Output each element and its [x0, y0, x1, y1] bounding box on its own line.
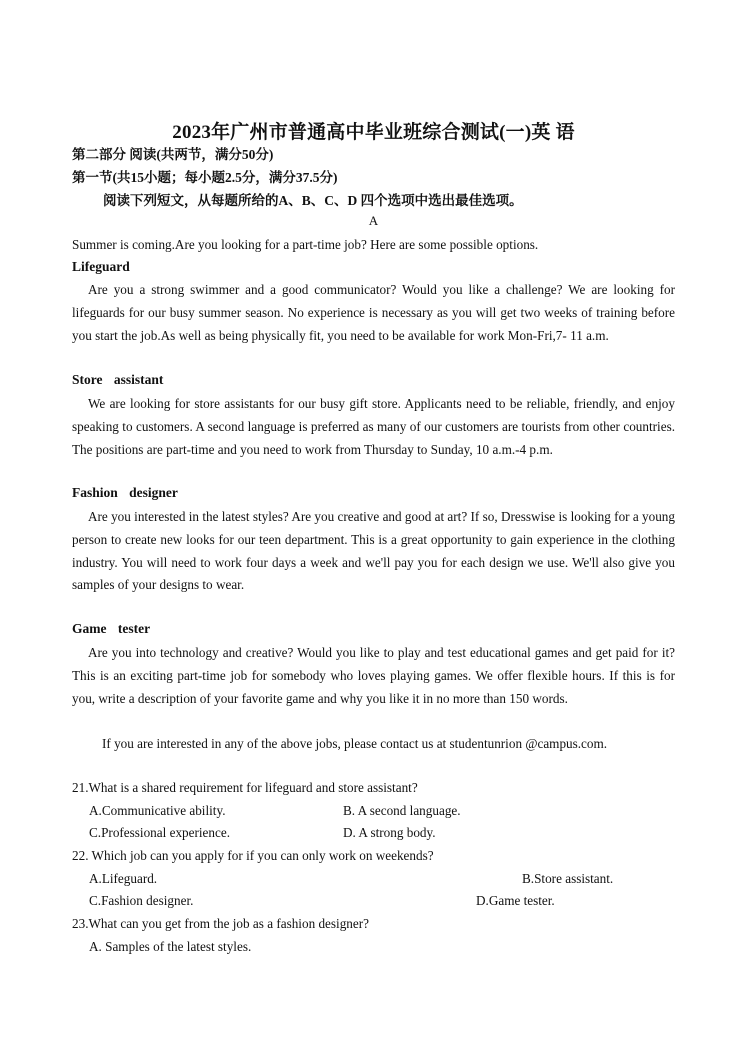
question-22-option-b: B.Store assistant.	[522, 871, 614, 886]
question-22-stem: 22. Which job can you apply for if you can only work on weekends?	[72, 848, 434, 863]
job-title-game-tester: Game tester	[72, 621, 151, 636]
question-22-option-d: D.Game tester.	[476, 893, 555, 908]
question-21-option-d: D. A strong body.	[343, 825, 436, 840]
job-text-store-assistant: We are looking for store assistants for our busy gift store. Applicants need to be reliable, friendly, and enjoy speaking to customers. A second language is preferred as many of our customers are tourists from other countries. The positions are part-time and you need to work from Thursday to Sunday, 10 a.m.-4 p.m.	[72, 396, 675, 457]
job-title-store-assistant: Store assistant	[72, 372, 164, 387]
subsection-heading: 第一节(共15小题；每小题2.5分，满分37.5分)	[72, 170, 338, 185]
instruction-text: 阅读下列短文，从每题所给的A、B、C、D 四个选项中选出最佳选项。	[103, 193, 523, 208]
job-text-fashion-designer: Are you interested in the latest styles? Are you creative and good at art? If so, Dresswise is looking for a young person to create new looks for our teen department. This is a great opportunity to gain experience in the clothing industry. You will need to work four days a week and we'll pay you for each design we use. We'll also give you samples of your designs to wear.	[72, 509, 675, 593]
contact-text: If you are interested in any of the above jobs, please contact us at studentunrion @campus.com.	[102, 736, 608, 751]
job-text-game-tester: Are you into technology and creative? Would you like to play and test educational games and get paid for it? This is an exciting part-time job for somebody who loves playing games. We offer flexible hours. If this is for you, write a description of your favorite game and why you like it in no more than 150 words.	[72, 645, 675, 706]
question-21-option-b: B. A second language.	[343, 803, 461, 818]
exam-title: 2023年广州市普通高中毕业班综合测试(一)英 语	[172, 122, 575, 143]
job-title-fashion-designer: Fashion designer	[72, 485, 178, 500]
job-text-lifeguard: Are you a strong swimmer and a good communicator? Would you like a challenge? We are looking for lifeguards for our busy summer season. No experience is necessary as you will get two weeks of training before you start the job.As well as being physically fit, you need to be available for work Mon-Fri,7- 11 a.m.	[72, 282, 675, 343]
question-22-option-c: C.Fashion designer.	[89, 893, 194, 908]
question-21-option-a: A.Communicative ability.	[89, 803, 226, 818]
job-title-lifeguard: Lifeguard	[72, 259, 130, 274]
passage-intro: Summer is coming.Are you looking for a part-time job? Here are some possible options.	[72, 237, 539, 252]
question-21-stem: 21.What is a shared requirement for lifeguard and store assistant?	[72, 780, 418, 795]
question-23-option-a: A. Samples of the latest styles.	[89, 939, 252, 954]
passage-label: A	[368, 213, 379, 228]
question-21-option-c: C.Professional experience.	[89, 825, 230, 840]
question-23-stem: 23.What can you get from the job as a fashion designer?	[72, 916, 369, 931]
section-heading: 第二部分 阅读(共两节，满分50分)	[72, 147, 274, 162]
question-22-option-a: A.Lifeguard.	[89, 871, 158, 886]
